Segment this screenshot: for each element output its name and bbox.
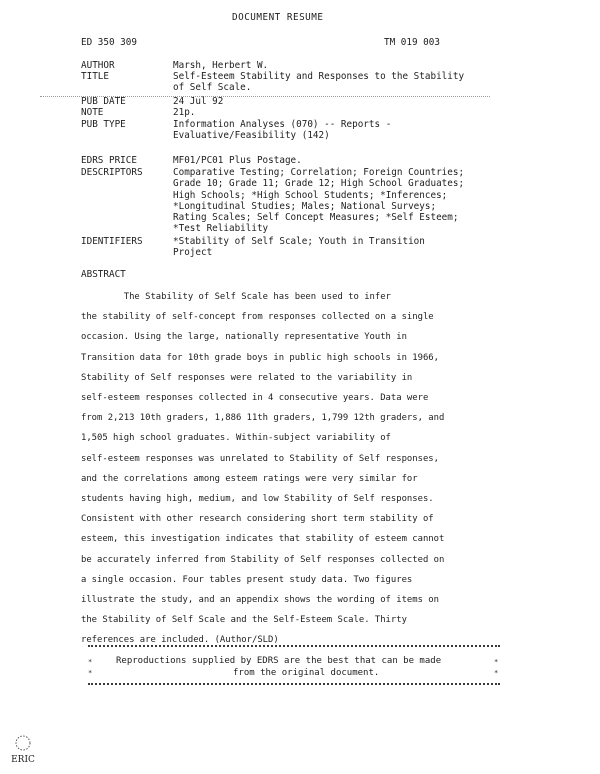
field-descriptors-value-line-3: High Schools; *High School Students; *Inferences; bbox=[173, 190, 448, 201]
abstract-line: from 2,213 10th graders, 1,886 11th graders, 1,799 12th graders, and bbox=[81, 413, 445, 424]
abstract-body bbox=[81, 282, 445, 655]
field-descriptors-value-line-5: Rating Scales; Self Concept Measures; *Self Esteem; bbox=[173, 212, 459, 223]
field-pubdate-label: PUB DATE bbox=[81, 96, 126, 107]
field-note-label: NOTE bbox=[81, 107, 104, 118]
footer-star-left: * bbox=[88, 658, 93, 666]
eric-logo bbox=[8, 733, 38, 765]
field-descriptors-value-line-1: Comparative Testing; Correlation; Foreign Countries; bbox=[173, 167, 465, 178]
footer-star-right-2: * bbox=[494, 669, 499, 677]
field-pubtype-value-line-2: Evaluative/Feasibility (142) bbox=[173, 130, 330, 141]
footer-star-right: * bbox=[494, 658, 499, 666]
document-title: DOCUMENT RESUME bbox=[232, 12, 324, 23]
field-pubtype-value-line-1: Information Analyses (070) -- Reports - bbox=[173, 119, 392, 130]
field-note-value: 21p. bbox=[173, 107, 196, 118]
field-title-value-line-2: of Self Scale. bbox=[173, 82, 252, 93]
star-rule-top bbox=[88, 645, 500, 647]
abstract-line: 1,505 high school graduates. Within-subject variability of bbox=[81, 433, 391, 444]
abstract-line: references are included. (Author/SLD) bbox=[81, 635, 279, 646]
abstract-line: esteem, this investigation indicates that stability of esteem cannot bbox=[81, 534, 445, 545]
abstract-line: a single occasion. Four tables present study data. Two figures bbox=[81, 574, 413, 585]
field-identifiers-value-line-2: Project bbox=[173, 247, 213, 258]
field-title-label: TITLE bbox=[81, 71, 109, 82]
field-identifiers-label: IDENTIFIERS bbox=[81, 236, 143, 247]
field-edrs-value: MF01/PC01 Plus Postage. bbox=[173, 155, 302, 166]
field-pubdate-value: 24 Jul 92 bbox=[173, 96, 224, 107]
abstract-line: occasion. Using the large, nationally representative Youth in bbox=[81, 332, 407, 343]
abstract-line: students having high, medium, and low Stability of Self responses. bbox=[81, 493, 434, 504]
field-edrs-label: EDRS PRICE bbox=[81, 155, 137, 166]
field-descriptors-value-line-4: *Longitudinal Studies; Males; National Surveys; bbox=[173, 201, 437, 212]
abstract-line: The Stability of Self Scale has been used to infer bbox=[81, 292, 391, 303]
field-identifiers-value-line-1: *Stability of Self Scale; Youth in Transition bbox=[173, 236, 425, 247]
abstract-label: ABSTRACT bbox=[81, 269, 126, 280]
abstract-line: Consistent with other research considering short term stability of bbox=[81, 514, 434, 525]
field-descriptors-value-line-2: Grade 10; Grade 11; Grade 12; High School Graduates; bbox=[173, 178, 465, 189]
footer-line-2: from the original document. bbox=[233, 668, 380, 678]
ed-number: ED 350 309 bbox=[81, 37, 137, 48]
field-descriptors-label: DESCRIPTORS bbox=[81, 167, 143, 178]
abstract-line: Transition data for 10th grade boys in public high schools in 1966, bbox=[81, 352, 439, 363]
field-title-value-line-1: Self-Esteem Stability and Responses to the Stability bbox=[173, 71, 465, 82]
abstract-line: the Stability of Self Scale and the Self-Esteem Scale. Thirty bbox=[81, 615, 407, 626]
abstract-line: self-esteem responses collected in 4 consecutive years. Data were bbox=[81, 393, 429, 404]
footer-star-left-2: * bbox=[88, 669, 93, 677]
abstract-line: Stability of Self responses were related to the variability in bbox=[81, 372, 413, 383]
abstract-line: self-esteem responses was unrelated to Stability of Self responses, bbox=[81, 453, 439, 464]
eric-logo-text: ERIC bbox=[11, 755, 35, 765]
field-descriptors-value-line-6: *Test Reliability bbox=[173, 223, 269, 234]
abstract-line: be accurately inferred from Stability of Self responses collected on bbox=[81, 554, 445, 565]
star-rule-bottom bbox=[88, 683, 500, 685]
tm-number: TM 019 003 bbox=[384, 37, 440, 48]
field-pubtype-label: PUB TYPE bbox=[81, 119, 126, 130]
abstract-line: the stability of self-concept from responses collected on a single bbox=[81, 312, 434, 323]
abstract-line: illustrate the study, and an appendix shows the wording of items on bbox=[81, 594, 439, 605]
field-author-value: Marsh, Herbert W. bbox=[173, 60, 269, 71]
footer-line-1: Reproductions supplied by EDRS are the best that can be made bbox=[116, 656, 442, 666]
abstract-line: and the correlations among esteem ratings were very similar for bbox=[81, 473, 418, 484]
field-author-label: AUTHOR bbox=[81, 60, 115, 71]
